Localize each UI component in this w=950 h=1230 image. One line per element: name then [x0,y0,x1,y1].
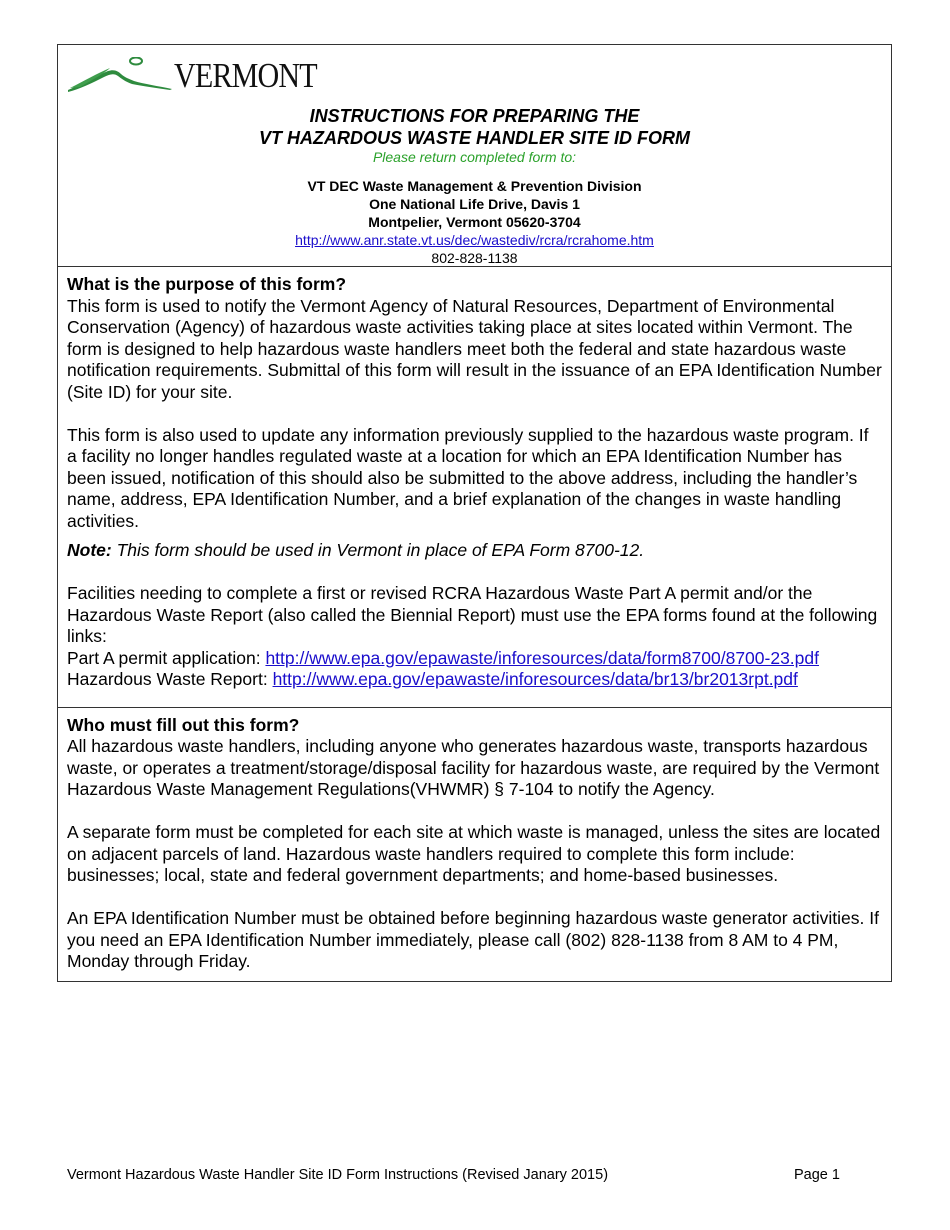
address-line-1: VT DEC Waste Management & Prevention Division [307,178,642,194]
vermont-mountain-logo-icon [66,57,174,93]
footer-page-number: Page 1 [794,1167,840,1183]
header-block [58,45,891,267]
title-line-2: VT HAZARDOUS WASTE HANDLER SITE ID FORM [259,128,690,148]
mailing-address [58,177,891,231]
title-line-1: INSTRUCTIONS FOR PREPARING THE [309,106,640,126]
note-text: This form should be used in Vermont in place of EPA Form 8700-12. [111,540,645,560]
purpose-paragraph-2: This form is also used to update any information previously supplied to the hazardous waste program. If a facility no longer handles regulated waste at a location for which an EPA Identification Number has been issued, notification of this should also be submitted to the above address, including the handler’s name, address, EPA Identification Number, and a brief explanation of the changes in waste handling activities. [67,424,869,531]
purpose-heading: What is the purpose of this form? [67,274,347,294]
page-title [58,105,891,149]
note-paragraph [67,540,882,562]
who-section [58,707,891,981]
logo-text: VERMONT [174,56,317,95]
who-paragraph-2: A separate form must be completed for each site at which waste is managed, unless the sites are located on adjacent parcels of land. Hazardous waste handlers required to complete this form include: businesses; local, state and federal government departments; and home-based businesses. [67,822,881,885]
who-paragraph-1: All hazardous waste handlers, including anyone who generates hazardous waste, transports hazardous waste, or operates a treatment/storage/disposal facility for hazardous waste, are required by the Vermont Hazardous Waste Management Regulations(VHWMR) § 7-104 to notify the Agency. [67,736,880,799]
return-note: Please return completed form to: [372,149,577,165]
form-instructions-page [57,44,892,982]
purpose-section [58,267,891,707]
purpose-paragraph-1: This form is used to notify the Vermont Agency of Natural Resources, Department of Environmental Conservation (Agency) of hazardous waste activities taking place at sites located within Vermont. The form is designed to help hazardous waste handlers meet both the federal and state hazardous waste notification requirements. Submittal of this form will result in the issuance of an EPA Identification Number (Site ID) for your site. [67,295,882,402]
who-paragraph-3: An EPA Identification Number must be obtained before beginning hazardous waste generator activities. If you need an EPA Identification Number immediately, please call (802) 828-1138 from 8 AM to 4 PM, Monday through Friday. [67,908,879,971]
spacer [67,691,882,699]
who-heading: Who must fill out this form? [67,714,300,735]
purpose-paragraph-3: Facilities needing to complete a first or revised RCRA Hazardous Waste Part A permit and/or the Hazardous Waste Report (also called the Biennial Report) must use the EPA forms found at the following links: [67,583,878,646]
vermont-logo [66,53,340,93]
address-line-2: One National Life Drive, Davis 1 [369,196,580,212]
hw-report-label: Hazardous Waste Report: [67,669,273,689]
part-a-label: Part A permit application: [67,647,266,668]
hw-report-link-row [67,669,882,691]
hw-report-link[interactable]: http://www.epa.gov/epawaste/inforesources/data/br13/br2013rpt.pdf [272,669,798,689]
website-link[interactable]: http://www.anr.state.vt.us/dec/wastediv/rcra/rcrahome.htm [295,232,654,248]
note-label: Note: [67,540,112,560]
phone-number: 802-828-1138 [431,250,518,266]
part-a-link[interactable]: http://www.epa.gov/epawaste/inforesources/data/form8700/8700-23.pdf [265,647,819,668]
footer-document-title: Vermont Hazardous Waste Handler Site ID Form Instructions (Revised Janary 2015) [67,1167,609,1183]
address-line-3: Montpelier, Vermont 05620-3704 [368,214,581,230]
part-a-link-row [67,648,882,670]
